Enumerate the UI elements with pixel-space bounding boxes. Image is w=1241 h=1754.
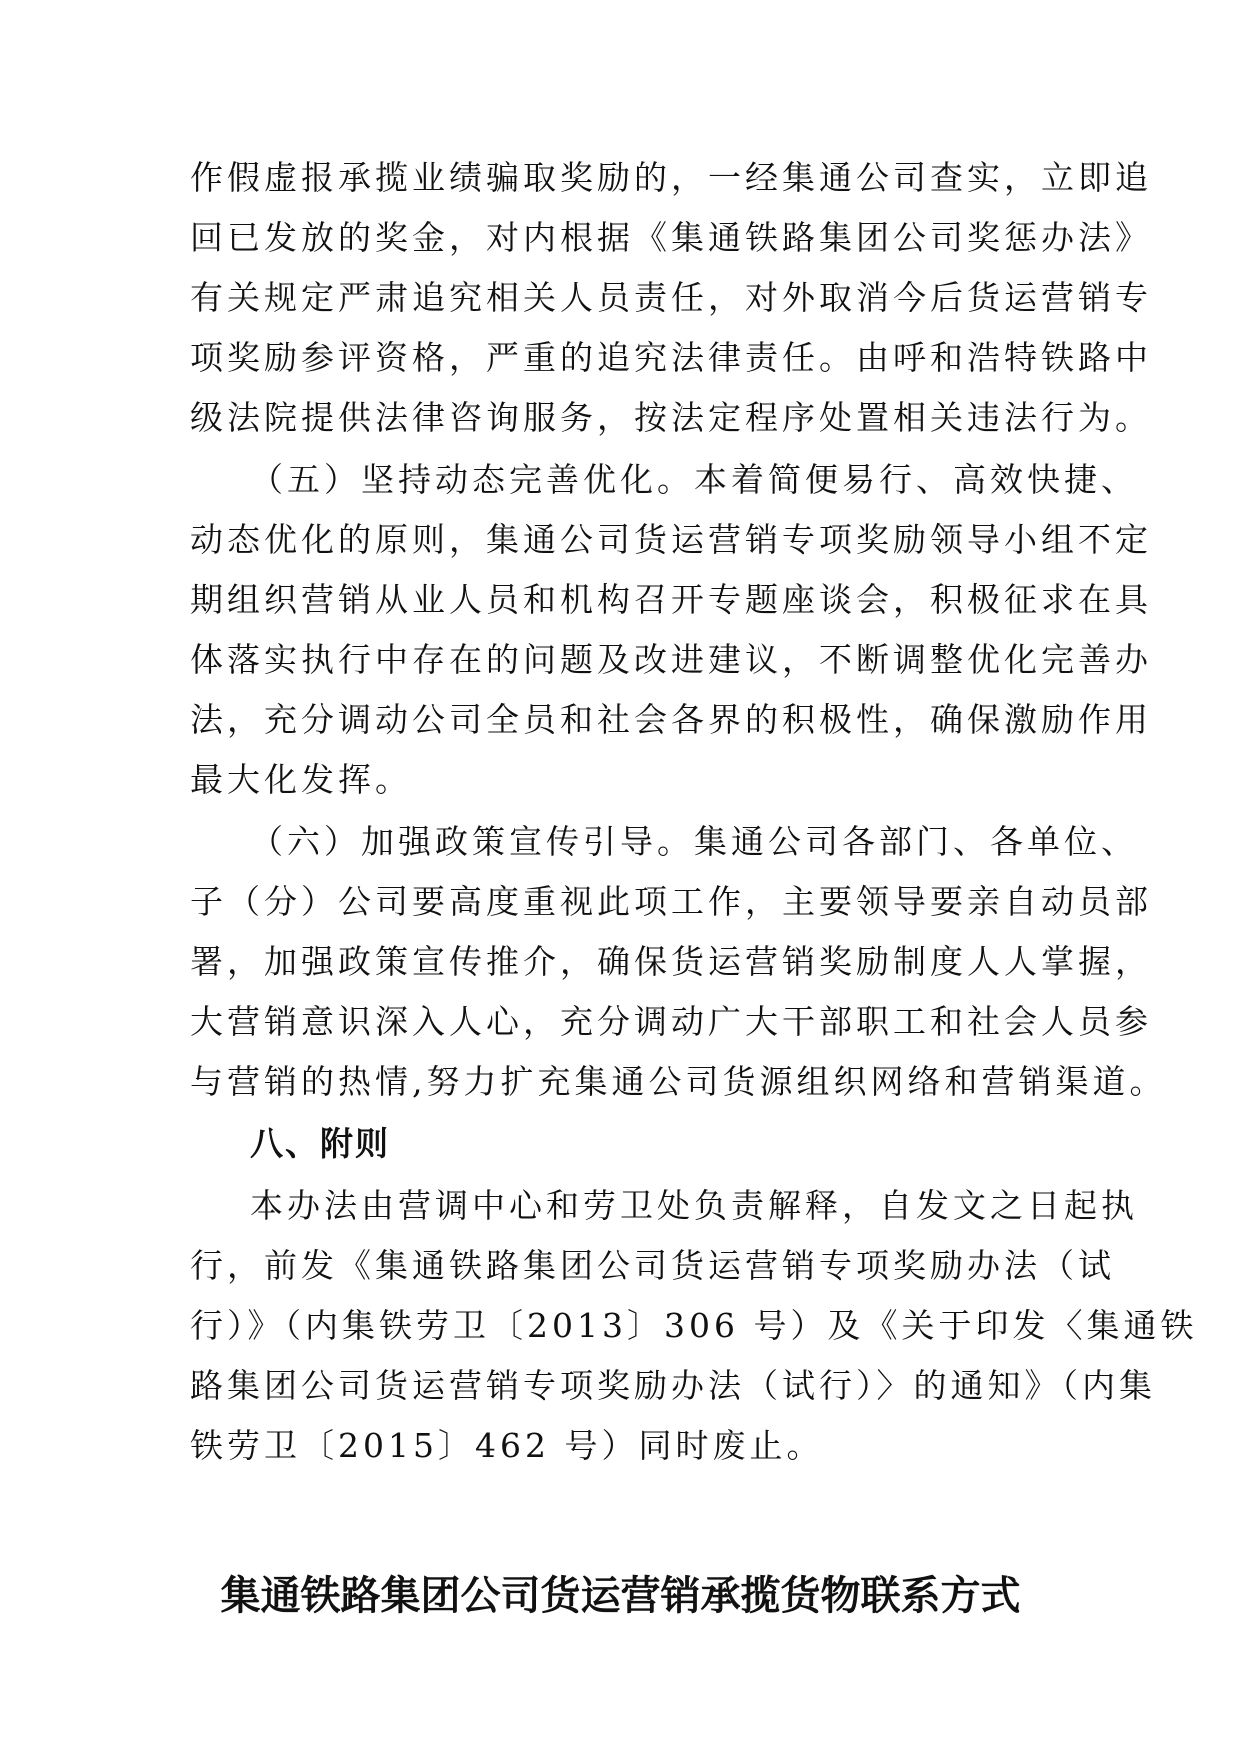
paragraph-line: 行，前发《集通铁路集团公司货运营销专项奖励办法（试 — [190, 1246, 1115, 1285]
paragraph-line: 最大化发挥。 — [190, 760, 412, 799]
paragraph-line: 子（分）公司要高度重视此项工作，主要领导要亲自动员部 — [190, 882, 1152, 921]
paragraph-line: 铁劳卫〔2015〕462 号）同时废止。 — [190, 1426, 824, 1465]
section-six-line: （六）加强政策宣传引导。集通公司各部门、各单位、 — [250, 822, 1138, 861]
paragraph-line: 有关规定严肃追究相关人员责任，对外取消今后货运营销专 — [190, 278, 1152, 317]
section-five-line: （五）坚持动态完善优化。本着简便易行、高效快捷、 — [250, 460, 1138, 499]
paragraph-line: 体落实执行中存在的问题及改进建议，不断调整优化完善办 — [190, 640, 1152, 679]
paragraph-line: 法，充分调动公司全员和社会各界的积极性，确保激励作用 — [190, 700, 1152, 739]
paragraph-line: 回已发放的奖金，对内根据《集通铁路集团公司奖惩办法》 — [190, 218, 1152, 257]
paragraph-line: 级法院提供法律咨询服务，按法定程序处置相关违法行为。 — [190, 398, 1152, 437]
paragraph-line: 项奖励参评资格，严重的追究法律责任。由呼和浩特铁路中 — [190, 338, 1152, 377]
paragraph-line: 路集团公司货运营销专项奖励办法（试行）〉的通知》（内集 — [190, 1366, 1156, 1405]
paragraph-line: 作假虚报承揽业绩骗取奖励的，一经集通公司查实，立即追 — [190, 158, 1152, 197]
paragraph-line: 署，加强政策宣传推介，确保货运营销奖励制度人人掌握， — [190, 942, 1152, 981]
paragraph-line: 行）》（内集铁劳卫〔2013〕306 号）及《关于印发〈集通铁 — [190, 1306, 1198, 1345]
paragraph-line: 大营销意识深入人心，充分调动广大干部职工和社会人员参 — [190, 1002, 1152, 1041]
contact-section-title: 集通铁路集团公司货运营销承揽货物联系方式 — [220, 1572, 1021, 1619]
paragraph-line: 与营销的热情,努力扩充集通公司货源组织网络和营销渠道。 — [190, 1062, 1167, 1101]
paragraph-line: 本办法由营调中心和劳卫处负责解释，自发文之日起执 — [250, 1186, 1138, 1225]
paragraph-line: 动态优化的原则，集通公司货运营销专项奖励领导小组不定 — [190, 520, 1152, 559]
section-heading-appendix: 八、附则 — [250, 1124, 390, 1163]
paragraph-line: 期组织营销从业人员和机构召开专题座谈会，积极征求在具 — [190, 580, 1152, 619]
